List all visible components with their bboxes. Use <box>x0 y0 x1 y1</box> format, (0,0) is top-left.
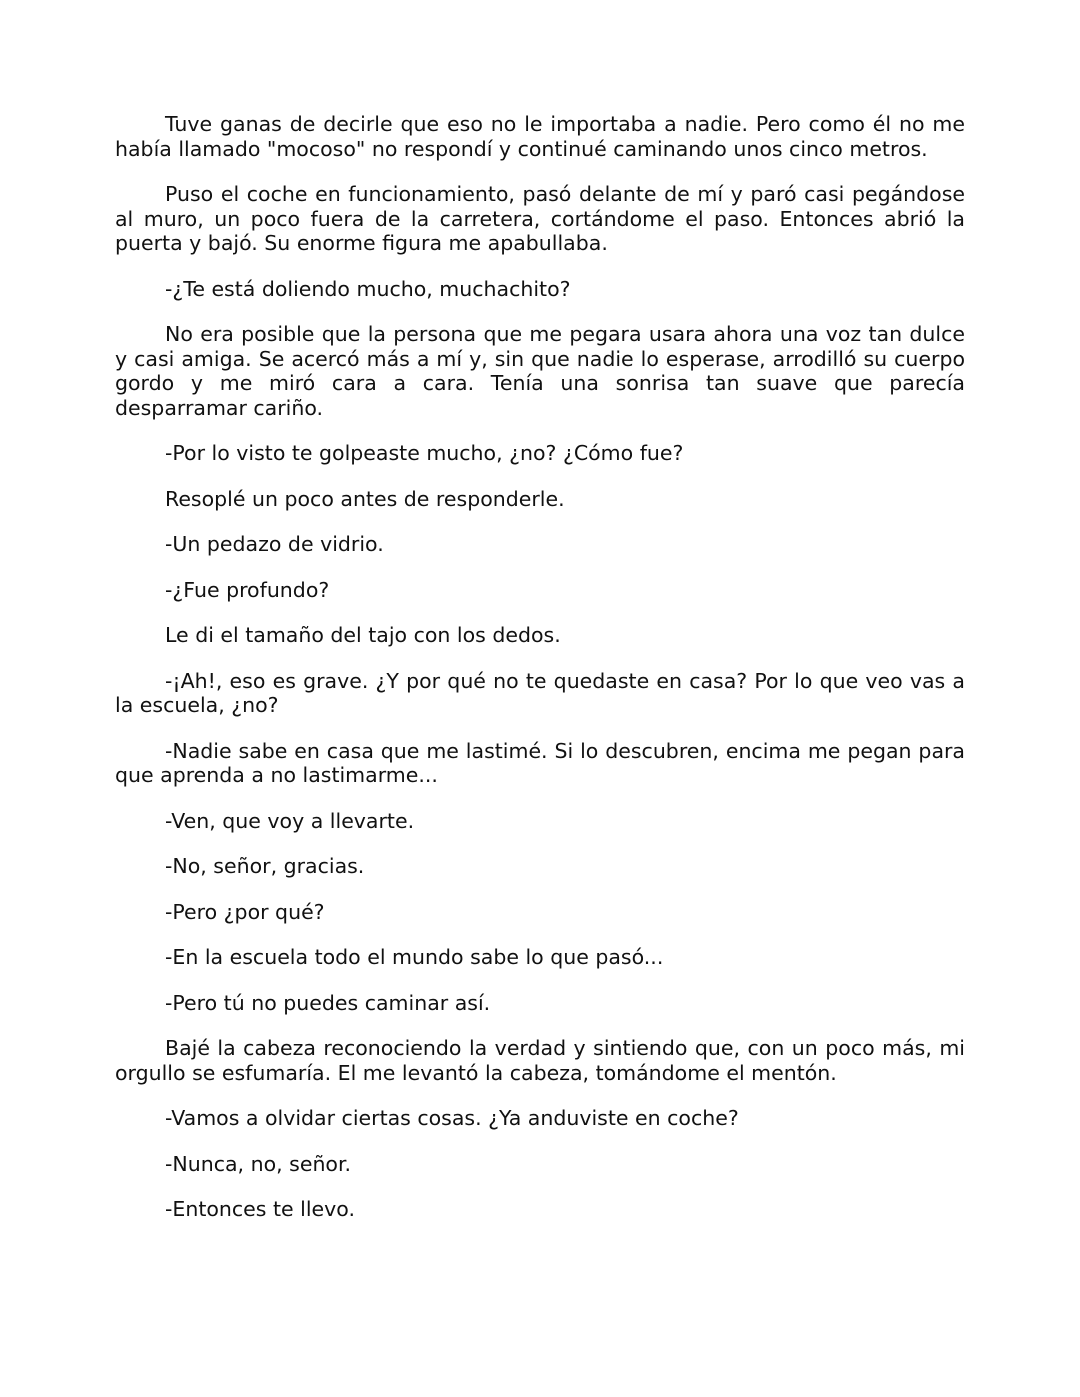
paragraph-10: -¡Ah!, eso es grave. ¿Y por qué no te quedaste en casa? Por lo que veo vas a la escuela, ¿no? <box>115 668 965 717</box>
paragraph-7: -Un pedazo de vidrio. <box>165 532 384 556</box>
paragraph-5: -Por lo visto te golpeaste mucho, ¿no? ¿Cómo fue? <box>165 441 684 465</box>
paragraph-6: Resoplé un poco antes de responderle. <box>165 486 565 511</box>
paragraph-2: Puso el coche en funcionamiento, pasó delante de mí y paró casi pegándose al muro, un poco fuera de la carretera, cortándome el paso. Entonces abrió la puerta y bajó. Su enorme figura me apabullaba. <box>115 182 965 255</box>
paragraph-15: -En la escuela todo el mundo sabe lo que pasó... <box>165 945 664 969</box>
paragraph-20: -Entonces te llevo. <box>165 1197 355 1221</box>
paragraph-19: -Nunca, no, señor. <box>165 1151 352 1176</box>
paragraph-18: -Vamos a olvidar ciertas cosas. ¿Ya anduviste en coche? <box>165 1106 739 1130</box>
paragraph-13: -No, señor, gracias. <box>165 854 365 878</box>
paragraph-3: -¿Te está doliendo mucho, muchachito? <box>165 276 571 301</box>
paragraph-12: -Ven, que voy a llevarte. <box>165 808 415 833</box>
paragraph-9: Le di el tamaño del tajo con los dedos. <box>165 623 561 647</box>
document-page <box>115 112 965 1243</box>
paragraph-1: Tuve ganas de decirle que eso no le importaba a nadie. Pero como él no me había llamado "mocoso" no respondí y continué caminando unos cinco metros. <box>115 112 965 161</box>
paragraph-8: -¿Fue profundo? <box>165 577 330 602</box>
paragraph-14: -Pero ¿por qué? <box>165 899 325 924</box>
paragraph-17: Bajé la cabeza reconociendo la verdad y sintiendo que, con un poco más, mi orgullo se esfumaría. El me levantó la cabeza, tomándome el mentón. <box>115 1036 965 1085</box>
paragraph-4: No era posible que la persona que me pegara usara ahora una voz tan dulce y casi amiga. Se acercó más a mí y, sin que nadie lo esperase, arrodilló su cuerpo gordo y me miró cara a cara. Tenía una sonrisa tan suave que parecía desparramar cariño. <box>115 322 965 420</box>
paragraph-16: -Pero tú no puedes caminar así. <box>165 990 491 1015</box>
paragraph-11: -Nadie sabe en casa que me lastimé. Si lo descubren, encima me pegan para que aprenda a no lastimarme... <box>115 738 965 787</box>
